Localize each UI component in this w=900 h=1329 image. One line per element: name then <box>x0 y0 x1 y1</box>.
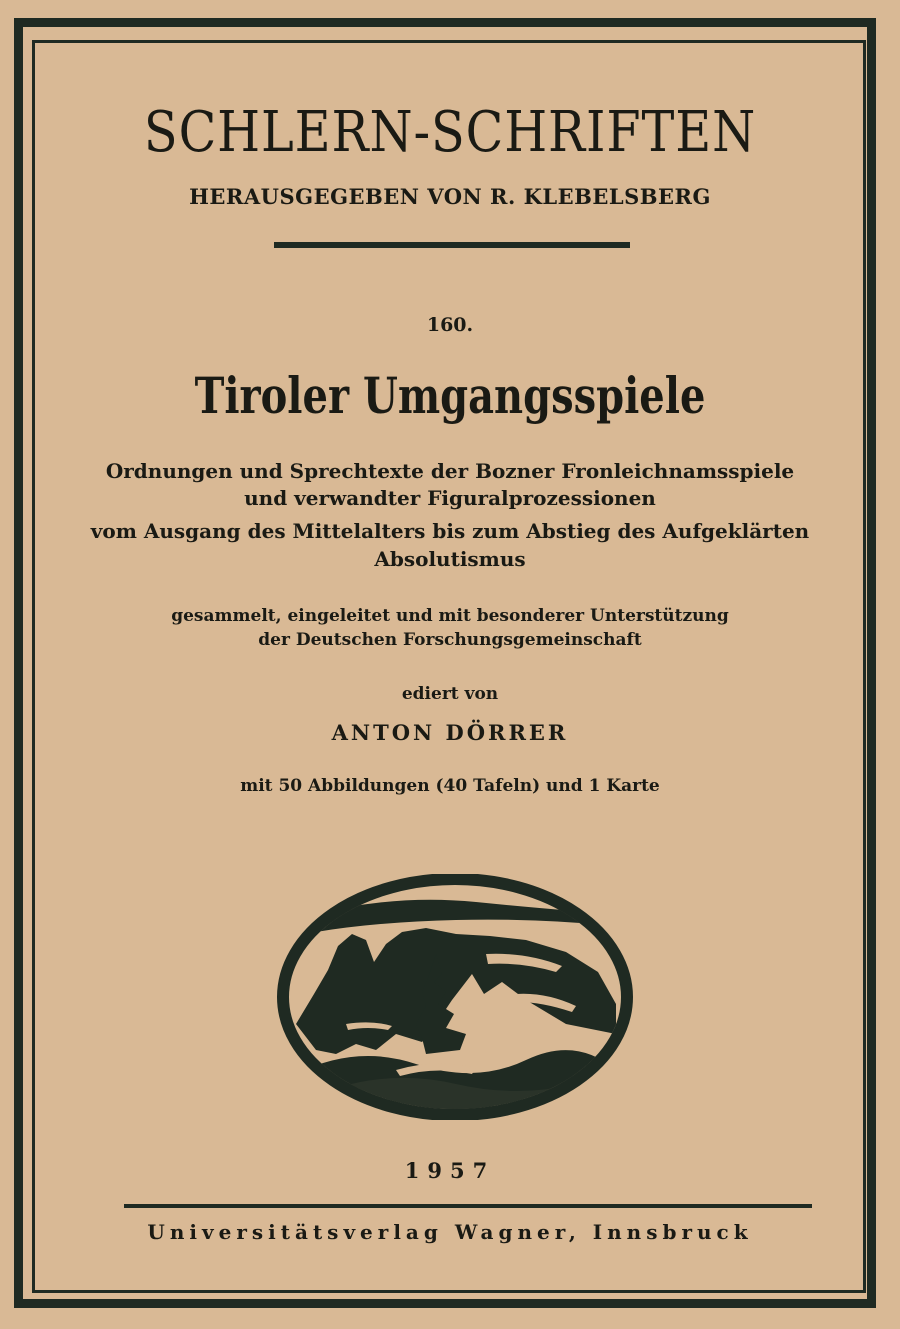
book-title: Tiroler Umgangsspiele <box>194 366 706 425</box>
support-note-line: der Deutschen Forschungsgemeinschaft <box>258 630 642 650</box>
volume-number: 160. <box>426 314 474 336</box>
subtitle-line: und verwandter Figuralprozessionen <box>244 486 656 510</box>
top-divider <box>274 242 630 248</box>
publisher-name: Universitätsverlag Wagner, Innsbruck <box>147 1220 753 1244</box>
subtitle-line: Ordnungen und Sprechtexte der Bozner Fronleichnamsspiele <box>105 459 795 483</box>
author-name: ANTON DÖRRER <box>331 720 569 745</box>
support-note-line: gesammelt, eingeleitet und mit besonderer Unterstützung <box>171 606 729 626</box>
subtitle-line: Absolutismus <box>374 547 526 571</box>
mountain-landscape-icon <box>276 874 634 1120</box>
bottom-divider <box>124 1204 812 1208</box>
illustrations-note: mit 50 Abbildungen (40 Tafeln) und 1 Karte <box>240 776 660 796</box>
subtitle-line: vom Ausgang des Mittelalters bis zum Abstieg des Aufgeklärten <box>90 519 810 543</box>
publication-year: 1957 <box>404 1158 496 1183</box>
edited-by-label: ediert von <box>401 684 499 704</box>
series-editor: HERAUSGEGEBEN VON R. KLEBELSBERG <box>189 184 711 209</box>
series-title: SCHLERN-SCHRIFTEN <box>143 100 757 165</box>
